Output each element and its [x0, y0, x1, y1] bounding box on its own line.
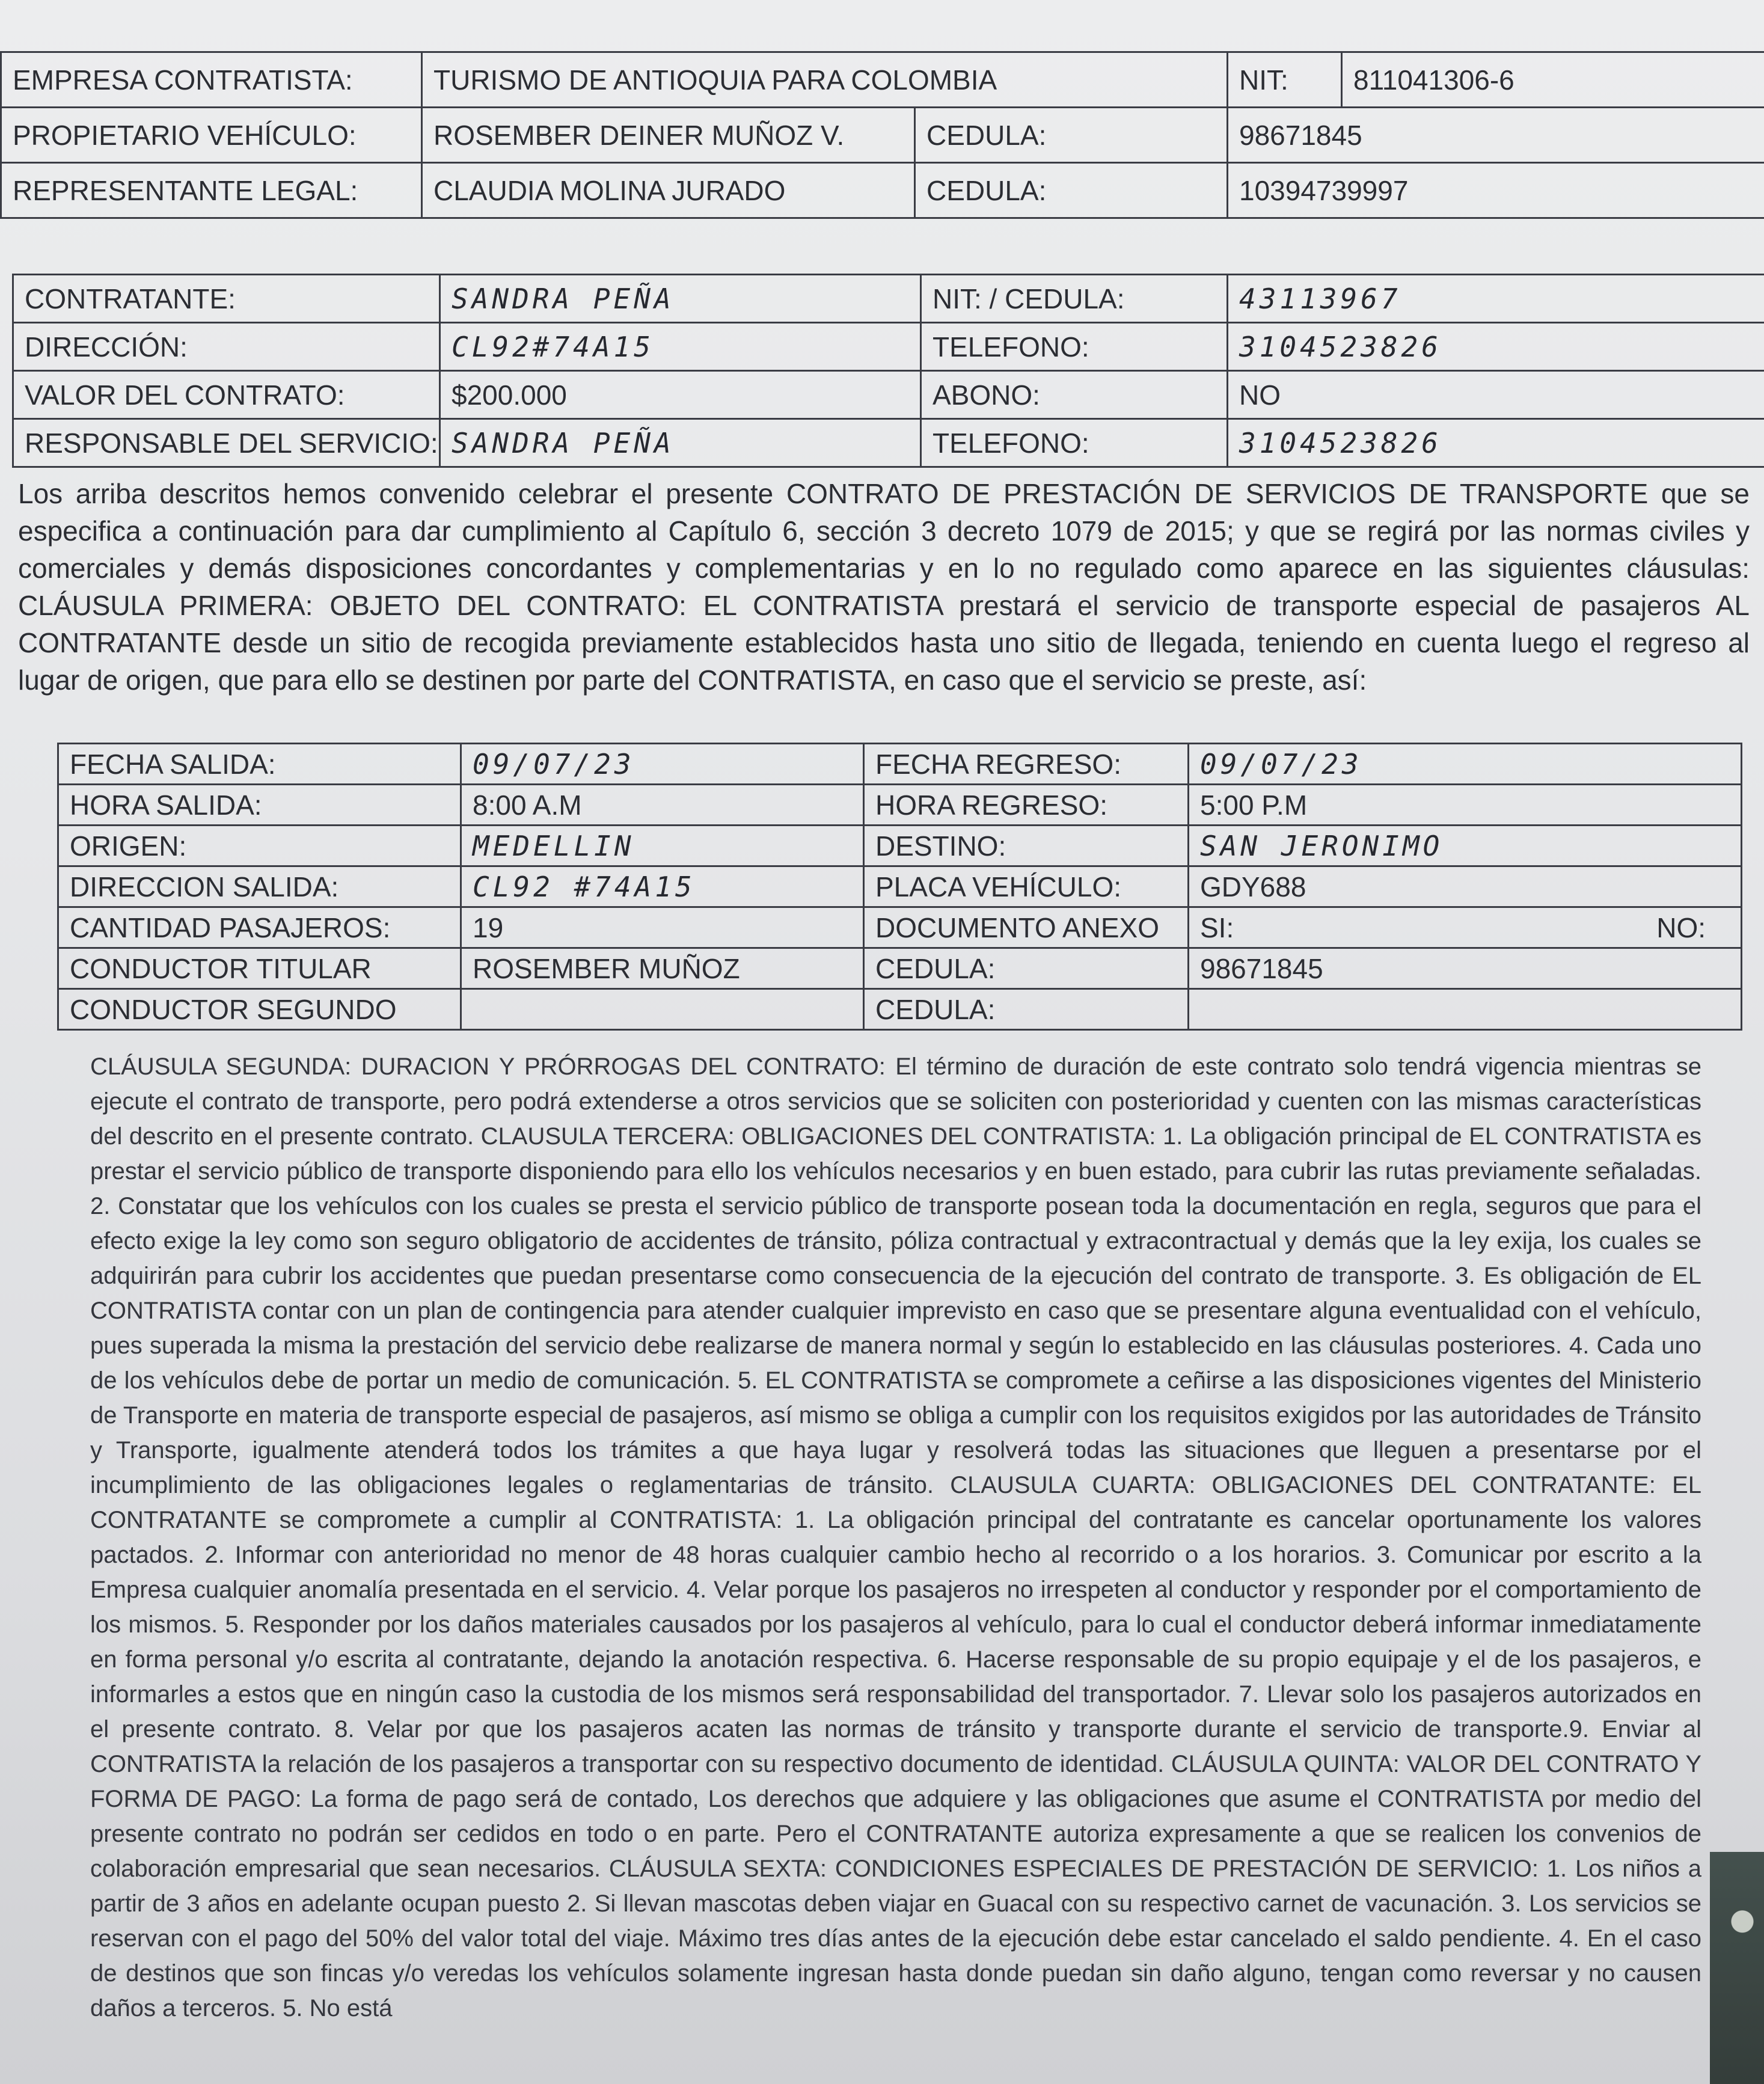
telefono-value: 3104523826	[1228, 323, 1764, 371]
destino-label: DESTINO:	[864, 826, 1189, 866]
direccion-value: CL92#74A15	[440, 323, 921, 371]
clauses-paragraph: CLÁUSULA SEGUNDA: DURACION Y PRÓRROGAS DEL CONTRATO: El término de duración de este contrato solo tendrá vigencia mientras se ejecute el contrato de transporte, pero podrá extenderse a otros servicios que se soliciten con posterioridad y cuenten con las mismas características del descrito en el presente contrato. CLAUSULA TERCERA: OBLIGACIONES DEL CONTRATISTA: 1. La obligación principal de EL CONTRATISTA es prestar el servicio público de transporte disponiendo para ello los vehículos necesarios y en buen estado, para cubrir las rutas previamente señaladas. 2. Constatar que los vehículos con los cuales se presta el servicio público de transporte posean toda la documentación en regla, seguros que para el efecto exige la ley como son seguro obligatorio de accidentes de tránsito, póliza contractual y extracontractual y demás que la ley exija, los cuales se adquirirán para cubrir los accidentes que puedan presentarse como consecuencia de la ejecución del contrato de transporte. 3. Es obligación de EL CONTRATISTA contar con un plan de contingencia para atender cualquier imprevisto en caso que se presentare alguna eventualidad con el vehículo, pues superada la misma la prestación del servicio debe realizarse de manera normal y según lo establecido en las cláusulas posteriores. 4. Cada uno de los vehículos debe de portar un medio de comunicación. 5. EL CONTRATISTA se compromete a ceñirse a las disposiciones vigentes del Ministerio de Transporte en materia de transporte especial de pasajeros, así mismo se obliga a cumplir con los requisitos exigidos por las autoridades de Tránsito y Transporte, igualmente atenderá todos los trámites a que haya lugar y resolverá todas las situaciones que lleguen a presentarse por el incumplimiento de las obligaciones legales o reglamentarias de tránsito. CLAUSULA CUARTA: OBLIGACIONES DEL CONTRATANTE: EL CONTRATANTE se compromete a cumplir al CONTRATISTA: 1. La obligación principal del contratante es cancelar oportunamente los valores pactados. 2. Informar con anterioridad no menor de 48 horas cualquier cambio hecho al recorrido o a los horarios. 3. Comunicar por escrito a la Empresa cualquier anomalía presentada en el servicio. 4. Velar porque los pasajeros no irrespeten al conductor y responder por el comportamiento de los mismos. 5. Responder por los daños materiales causados por los pasajeros al vehículo, para lo cual el conductor deberá informar inmediatamente en forma personal y/o escrita al contratante, dejando la anotación respectiva. 6. Hacerse responsable de su propio equipaje y el de los pasajeros, e informarles a estos que en ningún caso la custodia de los mismos será responsabilidad del transportador. 7. Llevar solo los pasajeros autorizados en el presente contrato. 8. Velar por que los pasajeros acaten las normas de tránsito y transporte durante el servicio de transporte.9. Enviar al CONTRATISTA la relación de los pasajeros a transportar con su respectivo documento de identidad. CLÁUSULA QUINTA: VALOR DEL CONTRATO Y FORMA DE PAGO: La forma de pago será de contado, Los derechos que adquiere y las obligaciones que asume el CONTRATISTA por medio del presente contrato no podrán ser cedidos en todo o en parte. Pero el CONTRATANTE autoriza expresamente a que se realicen los convenios de colaboración empresarial que sean necesarios. CLÁUSULA SEXTA: CONDICIONES ESPECIALES DE PRESTACIÓN DE SERVICIO: 1. Los niños a partir de 3 años en adelante ocupan puesto 2. Si llevan mascotas deben viajar en Guacal con su respectivo carnet de vacunación. 3. Los servicios se reservan con el pago del 50% del valor total del viaje. Máximo tres días antes de la ejecución debe estar cancelado el saldo pendiente. 4. En el caso de destinos que son fincas y/o veredas los vehículos solamente ingresan hasta donde puedan sin daño alguno, tengan como reversar y no causen daños a terceros. 5. No está	[90, 1053, 1701, 2021]
si-label: SI:	[1200, 912, 1234, 943]
hora-salida-label: HORA SALIDA:	[58, 785, 461, 826]
propietario-value: ROSEMBER DEINER MUÑOZ V.	[422, 108, 915, 163]
cedula-value: 98671845	[1189, 948, 1742, 989]
direccion-label: DIRECCIÓN:	[13, 323, 440, 371]
direccion-salida-value: CL92 #74A15	[461, 866, 864, 907]
abono-value: NO	[1228, 371, 1764, 419]
placa-label: PLACA VEHÍCULO:	[864, 866, 1189, 907]
contratante-value: SANDRA PEÑA	[440, 275, 921, 323]
table-row	[58, 785, 1742, 826]
cedula-label: CEDULA:	[864, 989, 1189, 1030]
telefono-label: TELEFONO:	[921, 419, 1228, 467]
cedula-label: CEDULA:	[915, 163, 1228, 218]
table-row	[13, 419, 1764, 467]
propietario-label: PROPIETARIO VEHÍCULO:	[1, 108, 422, 163]
company-table	[0, 51, 1764, 219]
valor-value: $200.000	[440, 371, 921, 419]
pasajeros-label: CANTIDAD PASAJEROS:	[58, 907, 461, 948]
table-row	[58, 989, 1742, 1030]
conductor-titular-label: CONDUCTOR TITULAR	[58, 948, 461, 989]
representante-label: REPRESENTANTE LEGAL:	[1, 163, 422, 218]
table-row	[58, 826, 1742, 866]
contratante-label: CONTRATANTE:	[13, 275, 440, 323]
placa-value: GDY688	[1189, 866, 1742, 907]
destino-value: SAN JERONIMO	[1189, 826, 1742, 866]
hora-salida-value: 8:00 A.M	[461, 785, 864, 826]
responsable-value: SANDRA PEÑA	[440, 419, 921, 467]
table-row	[13, 275, 1764, 323]
cedula-label: CEDULA:	[864, 948, 1189, 989]
table-row	[1, 163, 1764, 218]
nit-cedula-label: NIT: / CEDULA:	[921, 275, 1228, 323]
origen-label: ORIGEN:	[58, 826, 461, 866]
intro-paragraph: Los arriba descritos hemos convenido celebrar el presente CONTRATO DE PRESTACIÓN DE SERVICIOS DE TRANSPORTE que se especifica a continuación para dar cumplimiento al Capítulo 6, sección 3 decreto 1079 de 2015; y que se regirá por las normas civiles y comerciales y demás disposiciones concordantes y complementarias y en lo no regulado como aparece en las siguientes cláusulas: CLÁUSULA PRIMERA: OBJETO DEL CONTRATO: EL CONTRATISTA prestará el servicio de transporte especial de pasajeros AL CONTRATANTE desde un sitio de recogida previamente establecidos hasta uno sitio de llegada, teniendo en cuenta luego el regreso al lugar de origen, que para ello se destinen por parte del CONTRATISTA, en caso que el servicio se preste, así:	[18, 478, 1750, 696]
documento-anexo-label: DOCUMENTO ANEXO	[864, 907, 1189, 948]
telefono-label: TELEFONO:	[921, 323, 1228, 371]
table-row	[13, 323, 1764, 371]
fecha-regreso-value: 09/07/23	[1189, 744, 1742, 785]
nit-value: 811041306-6	[1342, 52, 1764, 108]
table-row	[13, 371, 1764, 419]
conductor-segundo-value	[461, 989, 864, 1030]
hora-regreso-value: 5:00 P.M	[1189, 785, 1742, 826]
conductor-segundo-label: CONDUCTOR SEGUNDO	[58, 989, 461, 1030]
fecha-salida-value: 09/07/23	[461, 744, 864, 785]
client-table	[12, 274, 1764, 468]
table-row	[1, 108, 1764, 163]
conductor-titular-value: ROSEMBER MUÑOZ	[461, 948, 864, 989]
table-row	[1, 52, 1764, 108]
representante-value: CLAUDIA MOLINA JURADO	[422, 163, 915, 218]
cedula-value: 98671845	[1228, 108, 1764, 163]
fecha-regreso-label: FECHA REGRESO:	[864, 744, 1189, 785]
origen-value: MEDELLIN	[461, 826, 864, 866]
pasajeros-value: 19	[461, 907, 864, 948]
telefono-value: 3104523826	[1228, 419, 1764, 467]
empresa-label: EMPRESA CONTRATISTA:	[1, 52, 422, 108]
valor-label: VALOR DEL CONTRATO:	[13, 371, 440, 419]
table-row	[58, 866, 1742, 907]
cedula-label: CEDULA:	[915, 108, 1228, 163]
abono-label: ABONO:	[921, 371, 1228, 419]
trip-table	[57, 743, 1742, 1031]
nit-cedula-value: 43113967	[1228, 275, 1764, 323]
table-row	[58, 907, 1742, 948]
fecha-salida-label: FECHA SALIDA:	[58, 744, 461, 785]
direccion-salida-label: DIRECCION SALIDA:	[58, 866, 461, 907]
nit-label: NIT:	[1228, 52, 1342, 108]
cedula-value	[1189, 989, 1742, 1030]
background-plant	[1710, 1852, 1764, 2084]
documento-anexo-options	[1189, 907, 1742, 948]
cedula-value: 10394739997	[1228, 163, 1764, 218]
table-row	[58, 948, 1742, 989]
empresa-value: TURISMO DE ANTIOQUIA PARA COLOMBIA	[422, 52, 1228, 108]
no-label: NO:	[1656, 912, 1706, 943]
hora-regreso-label: HORA REGRESO:	[864, 785, 1189, 826]
table-row	[58, 744, 1742, 785]
responsable-label: RESPONSABLE DEL SERVICIO:	[13, 419, 440, 467]
